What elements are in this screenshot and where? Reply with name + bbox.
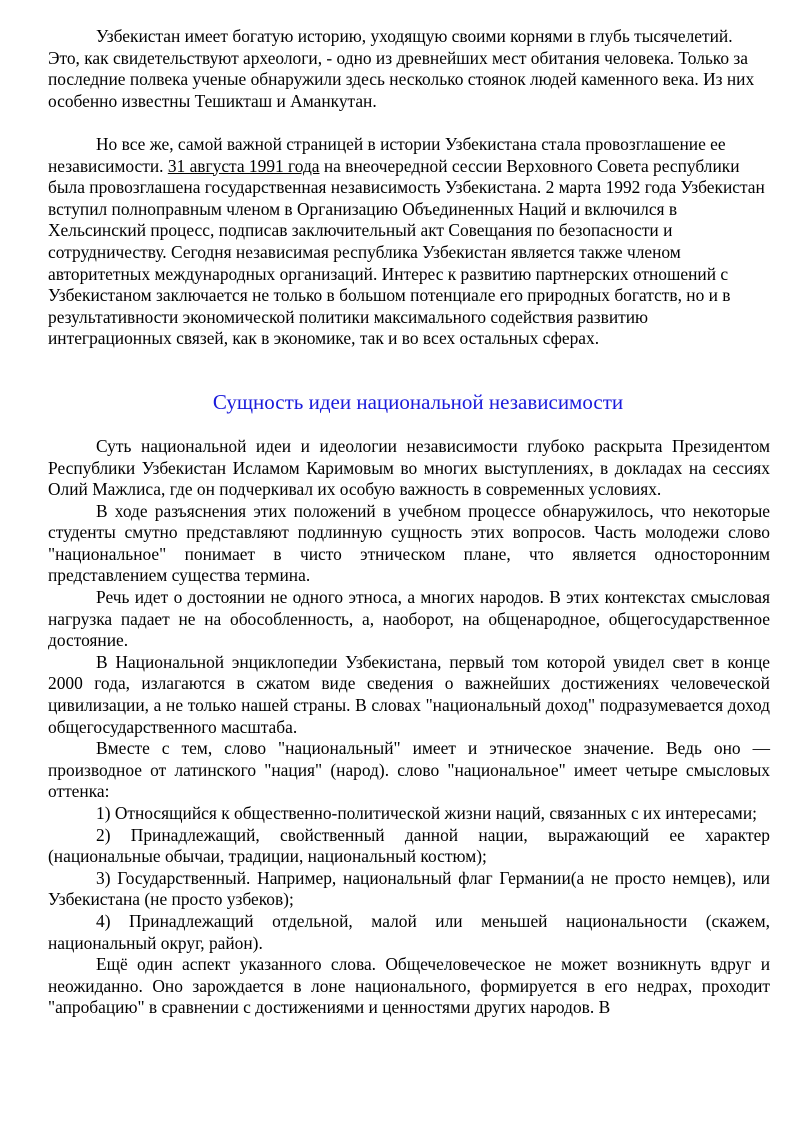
- body-paragraph: В Национальной энциклопедии Узбекистана, первый том которой увидел свет в конце 2000 года, излагаются в сжатом виде сведения о важнейших достижениях человеческой цивилизации, а не только нашей страны. В словах "национальный доход" подразумевается доход общегосударственного масштаба.: [48, 651, 770, 737]
- body-paragraph: Суть национальной идеи и идеологии независимости глубоко раскрыта Президентом Республики Узбекистан Исламом Каримовым во многих выступлениях, в докладах на сессиях Олий Мажлиса, где он подчеркивал их особую важность в современных условиях.: [48, 435, 770, 500]
- list-item-4: 4) Принадлежащий отдельной, малой или меньшей национальности (скажем, национальный округ, район).: [48, 910, 770, 953]
- independence-date-link[interactable]: 31 августа 1991 года: [167, 155, 320, 176]
- intro-paragraph-history: Узбекистан имеет богатую историю, уходящую своими корнями в глубь тысячелетий. Это, как свидетельствуют археологи, - одно из древнейших мест обитания человека. Только за последние полвека ученые обнаружили здесь несколько стоянок людей каменного века. Из них особенно известны Тешикташ и Аманкутан.: [48, 26, 755, 111]
- body-paragraph: В ходе разъяснения этих положений в учебном процессе обнаружилось, что некоторые студенты смутно представляют подлинную сущность этих вопросов. Часть молодежи слово "национальное" понимает в чисто этническом плане, что является односторонним представлением существа термина.: [48, 500, 770, 586]
- body-paragraph: Вместе с тем, слово "национальный" имеет и этническое значение. Ведь оно — производное от латинского "нация" (народ). слово "национальное" имеет четыре смысловых оттенка:: [48, 738, 770, 802]
- section-body: [48, 436, 770, 1019]
- intro-text-after-date: на внеочередной сессии Верховного Совета республики была провозглашена государственная независимость Узбекистана. 2 марта 1992 года Узбекистан вступил полноправным членом в Организацию Объединенных Наций и включился в Хельсинский процесс, подписав заключительный акт Совещания по безопасности и сотрудничеству. Сегодня независимая республика Узбекистан является также членом авторитетных международных организаций. Интерес к развитию партнерских отношений с Узбекистаном заключается не только в большом потенциале его природных богатств, но и в результативности экономической политики максимального содействия развитию интеграционных связей, как в экономике, так и во всех остальных сферах.: [48, 155, 765, 349]
- body-paragraph: Ещё один аспект указанного слова. Общечеловеческое не может возникнуть вдруг и неожиданно. Оно зарождается в лоне национального, формируется в его недрах, проходит "апробацию" в сравнении с достижениями и ценностями других народов. В: [48, 954, 770, 1018]
- body-paragraph: Речь идет о достоянии не одного этноса, а многих народов. В этих контекстах смысловая нагрузка падает не на обособленность, а, наоборот, на общенародное, общегосударственное достояние.: [48, 587, 770, 651]
- list-item-2: 2) Принадлежащий, свойственный данной нации, выражающий ее характер (национальные обычаи, традиции, национальный костюм);: [48, 824, 770, 867]
- intro-text-before-date: Но все же, самой важной страницей в истории Узбекистана стала провозглашение ее независимости.: [48, 133, 726, 176]
- list-item-3: 3) Государственный. Например, национальный флаг Германии(а не просто немцев), или Узбекистана (не просто узбеков);: [48, 867, 770, 910]
- list-item-1: 1) Относящийся к общественно-политической жизни наций, связанных с их интересами;: [96, 803, 757, 823]
- section-heading: Сущность идеи национальной независимости: [212, 389, 624, 414]
- intro-paragraph-independence: [48, 134, 768, 350]
